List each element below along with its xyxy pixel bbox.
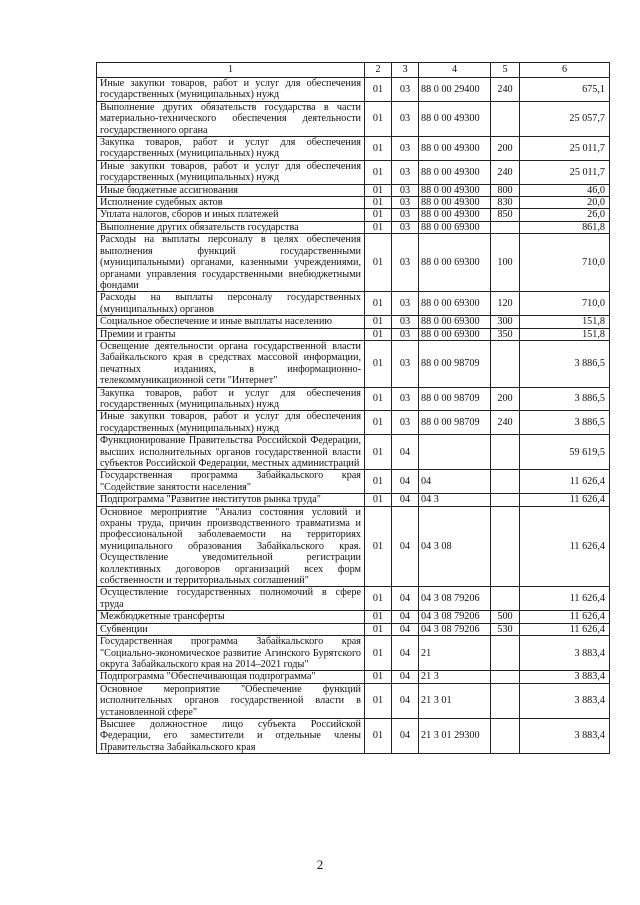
row-section-cell: 01 [365,636,392,671]
table-row [97,184,610,196]
row-subsection-cell: 03 [392,137,419,161]
row-section-cell: 01 [365,387,392,411]
row-section-cell: 01 [365,506,392,587]
row-target-code-cell: 88 0 00 49300 [419,184,491,196]
row-expense-type-cell: 830 [491,197,520,209]
table-row [97,209,610,221]
row-expense-type-cell [491,683,520,718]
row-target-code-cell: 21 3 01 [419,683,491,718]
row-amount-cell: 20,0 [520,197,610,209]
table-row [97,683,610,718]
row-expense-type-cell: 530 [491,623,520,635]
table-row [97,587,610,611]
row-subsection-cell: 04 [392,636,419,671]
table-row [97,160,610,184]
row-name-cell: Социальное обеспечение и иные выплаты населению [97,316,365,328]
row-target-code-cell: 88 0 00 98709 [419,387,491,411]
row-target-code-cell: 88 0 00 69300 [419,316,491,328]
header-col-2: 2 [365,63,392,78]
row-target-code-cell: 88 0 00 49300 [419,197,491,209]
row-expense-type-cell: 500 [491,611,520,623]
row-target-code-cell [419,435,491,470]
row-subsection-cell: 04 [392,683,419,718]
row-expense-type-cell: 100 [491,234,520,292]
row-name-cell: Государственная программа Забайкальского края "Содействие занятости населения" [97,470,365,494]
row-expense-type-cell [491,671,520,683]
row-name-cell: Закупка товаров, работ и услуг для обеспечения государственных (муниципальных) нужд [97,387,365,411]
table-row [97,328,610,340]
row-subsection-cell: 03 [392,340,419,387]
table-row [97,292,610,316]
table-row [97,221,610,233]
row-section-cell: 01 [365,78,392,102]
row-amount-cell: 11 626,4 [520,611,610,623]
row-section-cell: 01 [365,234,392,292]
row-section-cell: 01 [365,718,392,753]
row-name-cell: Выполнение других обязательств государства в части материально-технического обеспечения деятельности государственного органа [97,101,365,136]
row-target-code-cell: 88 0 00 69300 [419,221,491,233]
row-name-cell: Освещение деятельности органа государственной власти Забайкальского края в средствах массовой информации, печатных изданиях, в информационно-телекоммуникационной сети "Интернет" [97,340,365,387]
table-row [97,316,610,328]
row-section-cell: 01 [365,316,392,328]
row-target-code-cell: 88 0 00 49300 [419,101,491,136]
row-subsection-cell: 04 [392,506,419,587]
row-amount-cell: 11 626,4 [520,587,610,611]
row-expense-type-cell [491,101,520,136]
row-amount-cell: 59 619,5 [520,435,610,470]
row-section-cell: 01 [365,340,392,387]
row-name-cell: Иные закупки товаров, работ и услуг для обеспечения государственных (муниципальных) нужд [97,411,365,435]
row-target-code-cell: 88 0 00 69300 [419,292,491,316]
row-amount-cell: 11 626,4 [520,506,610,587]
row-target-code-cell: 21 3 01 29300 [419,718,491,753]
row-amount-cell: 25 057,7 [520,101,610,136]
row-expense-type-cell [491,340,520,387]
row-name-cell: Подпрограмма "Обеспечивающая подпрограмма" [97,671,365,683]
row-amount-cell: 11 626,4 [520,623,610,635]
row-name-cell: Осуществление государственных полномочий в сфере труда [97,587,365,611]
row-amount-cell: 3 886,5 [520,411,610,435]
row-name-cell: Расходы на выплаты персоналу в целях обеспечения выполнения функций государственными (муниципальными) органами, казенными учреждениями, органами управления государственными внебюджетными фондами [97,234,365,292]
row-expense-type-cell: 200 [491,387,520,411]
row-target-code-cell: 88 0 00 69300 [419,234,491,292]
row-expense-type-cell [491,435,520,470]
row-amount-cell: 151,8 [520,328,610,340]
row-expense-type-cell: 240 [491,78,520,102]
row-target-code-cell: 04 3 08 [419,506,491,587]
row-name-cell: Основное мероприятие "Анализ состояния условий и охраны труда, причин производственного травматизма и профессиональной заболеваемости на территориях муниципального образования Забайкальского края. Осуществление уведомительной регистрации коллективных договоров организаций всех форм собственности и территориальных соглашений" [97,506,365,587]
row-section-cell: 01 [365,623,392,635]
row-name-cell: Премии и гранты [97,328,365,340]
table-row [97,636,610,671]
row-amount-cell: 710,0 [520,292,610,316]
row-target-code-cell: 88 0 00 49300 [419,160,491,184]
row-expense-type-cell [491,587,520,611]
row-subsection-cell: 04 [392,587,419,611]
table-row [97,623,610,635]
header-col-6: 6 [520,63,610,78]
row-expense-type-cell: 240 [491,411,520,435]
header-col-5: 5 [491,63,520,78]
row-section-cell: 01 [365,587,392,611]
row-name-cell: Иные закупки товаров, работ и услуг для обеспечения государственных (муниципальных) нужд [97,78,365,102]
table-row [97,234,610,292]
row-name-cell: Подпрограмма "Развитие институтов рынка труда" [97,494,365,506]
row-name-cell: Субвенции [97,623,365,635]
row-subsection-cell: 04 [392,671,419,683]
row-name-cell: Исполнение судебных актов [97,197,365,209]
row-subsection-cell: 03 [392,292,419,316]
row-section-cell: 01 [365,197,392,209]
row-target-code-cell: 04 3 08 79206 [419,611,491,623]
row-subsection-cell: 04 [392,470,419,494]
row-target-code-cell: 04 3 08 79206 [419,587,491,611]
row-expense-type-cell [491,221,520,233]
row-amount-cell: 710,0 [520,234,610,292]
row-section-cell: 01 [365,328,392,340]
row-subsection-cell: 04 [392,623,419,635]
table-row [97,78,610,102]
row-name-cell: Уплата налогов, сборов и иных платежей [97,209,365,221]
row-subsection-cell: 04 [392,435,419,470]
row-section-cell: 01 [365,683,392,718]
row-amount-cell: 46,0 [520,184,610,196]
row-section-cell: 01 [365,292,392,316]
row-subsection-cell: 04 [392,611,419,623]
row-section-cell: 01 [365,470,392,494]
row-amount-cell: 861,8 [520,221,610,233]
row-subsection-cell: 03 [392,387,419,411]
row-target-code-cell: 04 3 08 79206 [419,623,491,635]
row-subsection-cell: 03 [392,101,419,136]
row-expense-type-cell [491,636,520,671]
header-col-3: 3 [392,63,419,78]
row-expense-type-cell [491,718,520,753]
table-row [97,470,610,494]
row-section-cell: 01 [365,494,392,506]
row-subsection-cell: 03 [392,184,419,196]
row-subsection-cell: 04 [392,494,419,506]
row-target-code-cell: 88 0 00 98709 [419,411,491,435]
row-subsection-cell: 03 [392,411,419,435]
row-expense-type-cell: 800 [491,184,520,196]
row-subsection-cell: 04 [392,718,419,753]
row-amount-cell: 3 886,5 [520,387,610,411]
row-subsection-cell: 03 [392,328,419,340]
row-name-cell: Межбюджетные трансферты [97,611,365,623]
row-expense-type-cell: 850 [491,209,520,221]
row-name-cell: Закупка товаров, работ и услуг для обеспечения государственных (муниципальных) нужд [97,137,365,161]
row-target-code-cell: 21 3 [419,671,491,683]
row-amount-cell: 25 011,7 [520,137,610,161]
row-amount-cell: 11 626,4 [520,470,610,494]
row-name-cell: Основное мероприятие "Обеспечение функций исполнительных органов государственной власти в установленной сфере" [97,683,365,718]
row-subsection-cell: 03 [392,316,419,328]
budget-table [96,62,610,754]
row-amount-cell: 11 626,4 [520,494,610,506]
row-section-cell: 01 [365,137,392,161]
row-amount-cell: 26,0 [520,209,610,221]
row-amount-cell: 3 883,4 [520,671,610,683]
row-expense-type-cell: 350 [491,328,520,340]
table-row [97,387,610,411]
row-expense-type-cell [491,506,520,587]
table-row [97,718,610,753]
row-section-cell: 01 [365,671,392,683]
row-subsection-cell: 03 [392,209,419,221]
row-amount-cell: 151,8 [520,316,610,328]
row-subsection-cell: 03 [392,160,419,184]
row-amount-cell: 25 011,7 [520,160,610,184]
row-target-code-cell: 04 [419,470,491,494]
row-section-cell: 01 [365,184,392,196]
row-subsection-cell: 03 [392,78,419,102]
row-amount-cell: 3 883,4 [520,718,610,753]
row-name-cell: Иные бюджетные ассигнования [97,184,365,196]
table-row [97,101,610,136]
row-target-code-cell: 88 0 00 49300 [419,209,491,221]
table-row [97,340,610,387]
row-section-cell: 01 [365,611,392,623]
header-col-1: 1 [97,63,365,78]
row-subsection-cell: 03 [392,197,419,209]
row-name-cell: Государственная программа Забайкальского края "Социально-экономическое развитие Агинского Бурятского округа Забайкальского края на 2014–2021 годы" [97,636,365,671]
table-row [97,137,610,161]
table-row [97,435,610,470]
row-target-code-cell: 88 0 00 69300 [419,328,491,340]
row-target-code-cell: 88 0 00 98709 [419,340,491,387]
row-expense-type-cell [491,470,520,494]
table-row [97,506,610,587]
header-row [97,63,610,78]
row-target-code-cell: 88 0 00 29400 [419,78,491,102]
table-row [97,197,610,209]
row-subsection-cell: 03 [392,221,419,233]
row-section-cell: 01 [365,101,392,136]
row-name-cell: Выполнение других обязательств государства [97,221,365,233]
row-expense-type-cell: 300 [491,316,520,328]
row-name-cell: Расходы на выплаты персоналу государственных (муниципальных) органов [97,292,365,316]
page-number: 2 [316,857,324,872]
row-section-cell: 01 [365,160,392,184]
row-expense-type-cell [491,494,520,506]
row-target-code-cell: 04 3 [419,494,491,506]
row-section-cell: 01 [365,221,392,233]
table-row [97,411,610,435]
row-expense-type-cell: 200 [491,137,520,161]
row-target-code-cell: 88 0 00 49300 [419,137,491,161]
row-section-cell: 01 [365,435,392,470]
row-section-cell: 01 [365,209,392,221]
row-name-cell: Иные закупки товаров, работ и услуг для обеспечения государственных (муниципальных) нужд [97,160,365,184]
row-amount-cell: 675,1 [520,78,610,102]
row-name-cell: Высшее должностное лицо субъекта Российской Федерации, его заместители и отдельные члены Правительства Забайкальского края [97,718,365,753]
table-row [97,494,610,506]
header-col-4: 4 [419,63,491,78]
row-name-cell: Функционирование Правительства Российской Федерации, высших исполнительных органов государственной власти субъектов Российской Федерации, местных администраций [97,435,365,470]
row-subsection-cell: 03 [392,234,419,292]
row-target-code-cell: 21 [419,636,491,671]
table-row [97,671,610,683]
row-amount-cell: 3 883,4 [520,636,610,671]
table-row [97,611,610,623]
row-section-cell: 01 [365,411,392,435]
row-amount-cell: 3 883,4 [520,683,610,718]
row-expense-type-cell: 120 [491,292,520,316]
row-expense-type-cell: 240 [491,160,520,184]
row-amount-cell: 3 886,5 [520,340,610,387]
